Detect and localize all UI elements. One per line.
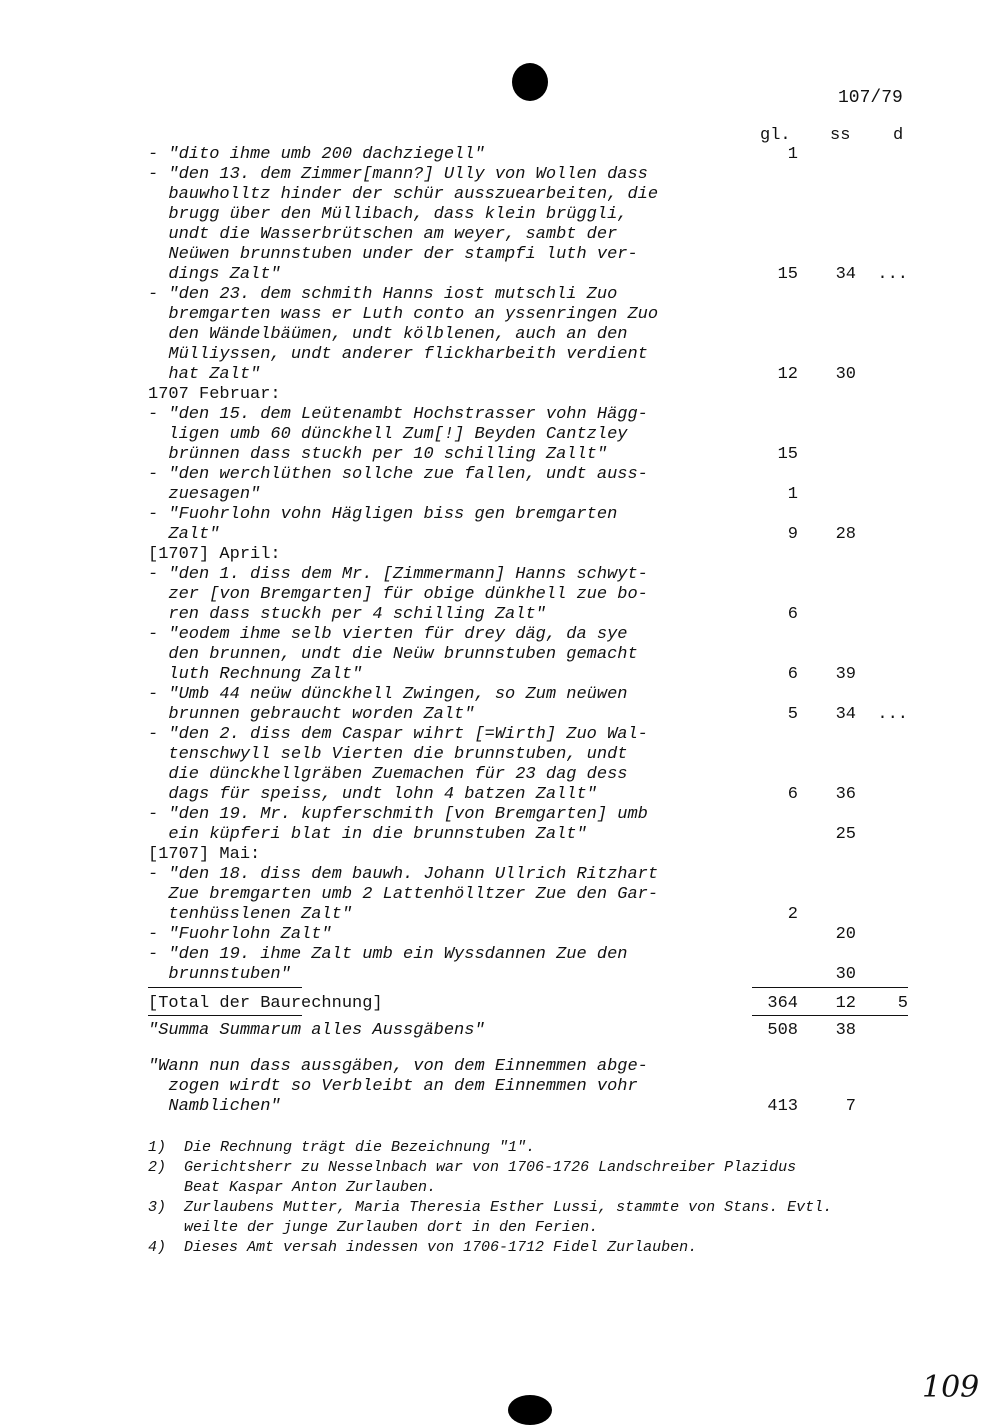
entry-amount-ss: 30 xyxy=(835,365,856,384)
entry-line: - "Fuohrlohn vohn Hägligen biss gen bremgarten xyxy=(148,505,618,524)
footnote-text: Gerichtsherr zu Nesselnbach war von 1706-1726 Landschreiber Plazidus xyxy=(184,1159,797,1176)
entry-line: brunnstuben" xyxy=(148,965,291,984)
entry-line: - "den werchlüthen sollche zue fallen, undt auss- xyxy=(148,465,648,484)
footnote-label: 2) xyxy=(148,1159,167,1176)
footnote-text: Die Rechnung trägt die Bezeichnung "1". xyxy=(184,1139,536,1156)
ledger-entry xyxy=(148,145,708,165)
entry-amount-ss: 20 xyxy=(835,925,856,944)
entry-line: - "Umb 44 neüw dünckhell Zwingen, so Zum neüwen xyxy=(148,685,628,704)
month-heading: 1707 Februar: xyxy=(148,385,281,404)
entry-line: - "den 15. dem Leütenambt Hochstrasser vohn Hägg- xyxy=(148,405,648,424)
footnote-label: 4) xyxy=(148,1239,167,1256)
footnote-text: Zurlaubens Mutter, Maria Theresia Esther Lussi, stammte von Stans. Evtl. xyxy=(184,1199,833,1216)
ledger-entry xyxy=(148,805,708,845)
entry-amount-gl: 5 xyxy=(787,705,798,724)
entry-line: - "den 13. dem Zimmer[mann?] Ully von Wollen dass xyxy=(148,165,648,184)
remainder-line: "Wann nun dass aussgäben, von dem Einnemmen abge- xyxy=(148,1057,648,1076)
total-label-rule xyxy=(148,987,302,988)
handwritten-page-number: 109 xyxy=(922,1370,980,1405)
entry-line: ren dass stuckh per 4 schilling Zalt" xyxy=(148,605,546,624)
entry-amount-d: ... xyxy=(877,705,908,724)
column-header-d: d xyxy=(893,126,904,145)
bottom-punch-mark xyxy=(508,1395,552,1425)
entry-line: - "dito ihme umb 200 dachziegell" xyxy=(148,145,485,164)
entry-line: undt die Wasserbrütschen am weyer, sambt der xyxy=(148,225,618,244)
remainder-ss: 7 xyxy=(845,1097,856,1116)
entry-line: ligen umb 60 dünckhell Zum[!] Beyden Cantzley xyxy=(148,425,628,444)
footnote-text: weilte der junge Zurlauben dort in den Ferien. xyxy=(184,1219,599,1236)
entry-line: zer [von Bremgarten] für obige dünkhell zue bo- xyxy=(148,585,648,604)
summa-gl: 508 xyxy=(767,1021,798,1040)
total-label: [Total der Baurechnung] xyxy=(148,994,383,1013)
ledger-entry xyxy=(148,725,708,805)
entry-line: luth Rechnung Zalt" xyxy=(148,665,363,684)
entry-amount-ss: 25 xyxy=(835,825,856,844)
entry-amount-ss: 36 xyxy=(835,785,856,804)
entry-line: - "den 19. ihme Zalt umb ein Wyssdannen Zue den xyxy=(148,945,628,964)
month-heading: [1707] April: xyxy=(148,545,281,564)
ledger-entry xyxy=(148,165,708,285)
entry-line: den Wändelbäümen, undt kölblenen, auch an den xyxy=(148,325,628,344)
entry-amount-gl: 6 xyxy=(787,605,798,624)
entry-amount-ss: 39 xyxy=(835,665,856,684)
entry-amount-gl: 9 xyxy=(787,525,798,544)
page-number: 107/79 xyxy=(838,88,903,108)
remainder-gl: 413 xyxy=(767,1097,798,1116)
entry-amount-gl: 12 xyxy=(777,365,798,384)
footnotes xyxy=(148,1138,928,1258)
summa-ss: 38 xyxy=(835,1021,856,1040)
entry-line: - "den 1. diss dem Mr. [Zimmermann] Hanns schwyt- xyxy=(148,565,648,584)
month-heading: [1707] Mai: xyxy=(148,845,261,864)
entry-amount-gl: 15 xyxy=(777,265,798,284)
footnote-2 xyxy=(148,1158,928,1178)
entry-line: - "Fuohrlohn Zalt" xyxy=(148,925,332,944)
summa-label: "Summa Summarum alles Aussgäbens" xyxy=(148,1021,485,1040)
entry-line: - "den 19. Mr. kupferschmith [von Bremgarten] umb xyxy=(148,805,648,824)
entry-amount-gl: 2 xyxy=(787,905,798,924)
column-header-ss: ss xyxy=(830,126,851,145)
footnote-4 xyxy=(148,1238,928,1258)
entry-line: tenhüsslenen Zalt" xyxy=(148,905,353,924)
entry-line: den brunnen, undt die Neüw brunnstuben gemacht xyxy=(148,645,638,664)
entry-line: zuesagen" xyxy=(148,485,261,504)
footnote-label: 1) xyxy=(148,1139,167,1156)
entry-amount-gl: 6 xyxy=(787,785,798,804)
total-ss: 12 xyxy=(835,994,856,1013)
footnote-text: Dieses Amt versah indessen von 1706-1712 Fidel Zurlauben. xyxy=(184,1239,698,1256)
total-label-underline xyxy=(148,1015,302,1016)
entry-line: bremgarten wass er Luth conto an yssenringen Zuo xyxy=(148,305,659,324)
entry-line: bauwholltz hinder der schür ausszuearbeiten, die xyxy=(148,185,659,204)
ledger-entry xyxy=(148,945,708,985)
entry-line: dags für speiss, undt lohn 4 batzen Zallt" xyxy=(148,785,597,804)
entry-line: ein küpferi blat in die brunnstuben Zalt" xyxy=(148,825,587,844)
entry-amount-ss: 34 xyxy=(835,705,856,724)
entry-line: Neüwen brunnstuben under der stampfi luth ver- xyxy=(148,245,638,264)
ledger-entry xyxy=(148,405,708,465)
entry-amount-d: ... xyxy=(877,265,908,284)
column-header-gl: gl. xyxy=(760,126,791,145)
total-gl: 364 xyxy=(767,994,798,1013)
entry-line: brünnen dass stuckh per 10 schilling Zallt" xyxy=(148,445,608,464)
entry-amount-gl: 1 xyxy=(787,485,798,504)
entry-amount-ss: 28 xyxy=(835,525,856,544)
entry-line: brunnen gebraucht worden Zalt" xyxy=(148,705,475,724)
remainder-text xyxy=(148,1057,708,1117)
entry-line: tenschwyll selb Vierten die brunnstuben, undt xyxy=(148,745,628,764)
footnote-3-cont xyxy=(148,1218,928,1238)
entry-line: die dünckhellgräben Zuemachen für 23 dag dess xyxy=(148,765,628,784)
entry-line: Mülliyssen, undt anderer flickharbeith verdient xyxy=(148,345,648,364)
punch-hole-mark xyxy=(512,63,548,101)
footnote-3 xyxy=(148,1198,928,1218)
footnote-text: Beat Kaspar Anton Zurlauben. xyxy=(184,1179,437,1196)
ledger-entry xyxy=(148,685,708,725)
remainder-line: zogen wirdt so Verbleibt an dem Einnemmen vohr xyxy=(148,1077,638,1096)
entry-line: - "eodem ihme selb vierten für drey däg, da sye xyxy=(148,625,628,644)
entry-amount-ss: 34 xyxy=(835,265,856,284)
total-d: 5 xyxy=(897,994,908,1013)
entry-line: - "den 2. diss dem Caspar wihrt [=Wirth] Zuo Wal- xyxy=(148,725,648,744)
total-top-rule xyxy=(752,987,908,988)
ledger-entry xyxy=(148,465,708,505)
entry-amount-gl: 6 xyxy=(787,665,798,684)
entry-amount-gl: 1 xyxy=(787,145,798,164)
total-bottom-rule xyxy=(752,1015,908,1016)
entry-line: - "den 23. dem schmith Hanns iost mutschli Zuo xyxy=(148,285,618,304)
entry-line: brugg über den Müllibach, dass klein brüggli, xyxy=(148,205,628,224)
ledger-entry xyxy=(148,925,708,945)
entry-line: Zue bremgarten umb 2 Lattenhölltzer Zue den Gar- xyxy=(148,885,659,904)
footnote-2-cont xyxy=(148,1178,928,1198)
entry-amount-ss: 30 xyxy=(835,965,856,984)
entry-line: - "den 18. diss dem bauwh. Johann Ullrich Ritzhart xyxy=(148,865,659,884)
ledger-entry xyxy=(148,505,708,545)
entry-line: hat Zalt" xyxy=(148,365,261,384)
ledger-entry xyxy=(148,565,708,625)
entry-amount-gl: 15 xyxy=(777,445,798,464)
ledger-entry xyxy=(148,865,708,925)
ledger-entry xyxy=(148,625,708,685)
remainder-line: Namblichen" xyxy=(148,1097,281,1116)
ledger-entry xyxy=(148,285,708,385)
entry-line: dings Zalt" xyxy=(148,265,281,284)
footnote-label: 3) xyxy=(148,1199,167,1216)
footnote-1 xyxy=(148,1138,928,1158)
entry-line: Zalt" xyxy=(148,525,220,544)
